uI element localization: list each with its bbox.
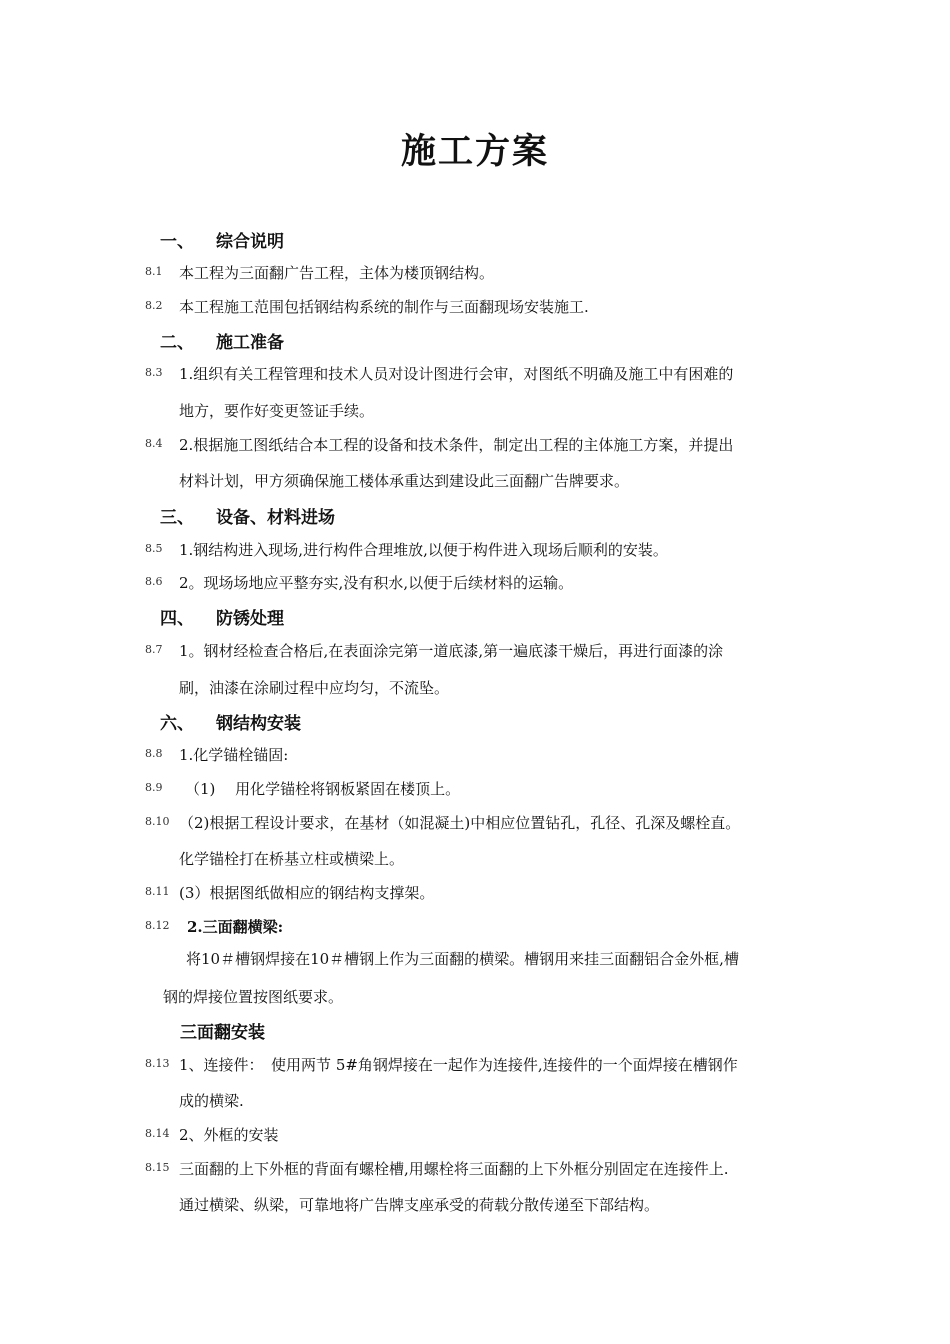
item-text: （1) 用化学锚栓将钢板紧固在楼顶上。 (185, 780, 461, 798)
item-code: 8.1 (145, 265, 163, 278)
item-code: 8.15 (145, 1161, 170, 1174)
item-code: 8.3 (145, 366, 163, 379)
section-title: 设备、材料进场 (216, 508, 335, 528)
item-continuation: 将10＃槽钢焊接在10＃槽钢上作为三面翻的横梁。槽钢用来挂三面翻铝合金外框,槽 (186, 950, 739, 968)
item-code: 8.8 (145, 747, 163, 760)
item-continuation: 化学锚栓打在桥基立柱或横梁上。 (179, 850, 405, 868)
item-text: 2.根据施工图纸结合本工程的设备和技术条件，制定出工程的主体施工方案，并提出 (179, 436, 734, 454)
section-number: 四、 (160, 609, 194, 629)
section-number: 二、 (160, 333, 194, 353)
item-code: 8.2 (145, 299, 163, 312)
item-text: 1.钢结构进入现场,进行构件合理堆放,以便于构件进入现场后顺利的安装。 (179, 541, 668, 559)
item-text: 2.三面翻横梁: (187, 918, 284, 936)
item-code: 8.10 (145, 815, 170, 828)
item-continuation: 材料计划，甲方须确保施工楼体承重达到建设此三面翻广告牌要求。 (179, 472, 630, 490)
section-title: 施工准备 (216, 333, 284, 353)
item-code: 8.9 (145, 781, 163, 794)
item-text: 1。钢材经检查合格后,在表面涂完第一道底漆,第一遍底漆干燥后，再进行面漆的涂 (179, 642, 724, 660)
item-text: 1.组织有关工程管理和技术人员对设计图进行会审，对图纸不明确及施工中有困难的 (179, 365, 734, 383)
item-text: 2。现场场地应平整夯实,没有积水,以便于后续材料的运输。 (179, 574, 574, 592)
item-text: 本工程施工范围包括钢结构系统的制作与三面翻现场安装施工. (179, 298, 589, 316)
item-code: 8.4 (145, 437, 163, 450)
section-heading-2 (160, 328, 284, 353)
item-continuation: 钢的焊接位置按图纸要求。 (163, 988, 344, 1006)
document-title: 施工方案 (400, 131, 549, 172)
section-title: 防锈处理 (216, 609, 284, 629)
section-number: 一、 (160, 232, 194, 252)
item-code: 8.5 (145, 542, 163, 555)
item-continuation: 地方，要作好变更签证手续。 (179, 402, 375, 420)
section-heading-3 (160, 503, 335, 528)
section-number: 三、 (160, 508, 194, 528)
item-text: 1、连接件： 使用两节 5#角钢焊接在一起作为连接件,连接件的一个面焊接在槽钢作 (179, 1056, 738, 1074)
item-text: 三面翻的上下外框的背面有螺栓槽,用螺栓将三面翻的上下外框分别固定在连接件上. (179, 1160, 729, 1178)
section-heading-1 (160, 227, 284, 252)
item-code: 8.6 (145, 575, 163, 588)
section-heading-4 (160, 604, 284, 629)
section-number: 六、 (160, 714, 194, 734)
item-continuation: 成的横梁. (179, 1092, 244, 1110)
item-continuation: 刷，油漆在涂刷过程中应均匀，不流坠。 (179, 679, 450, 697)
item-code: 8.14 (145, 1127, 170, 1140)
section-title: 综合说明 (216, 232, 284, 252)
item-text: (3）根据图纸做相应的钢结构支撑架。 (179, 884, 435, 902)
item-code: 8.12 (145, 919, 170, 932)
item-code: 8.7 (145, 643, 163, 656)
item-continuation: 通过横梁、纵梁，可靠地将广告牌支座承受的荷载分散传递至下部结构。 (179, 1196, 660, 1214)
item-text: （2)根据工程设计要求，在基材（如混凝土)中相应位置钻孔，孔径、孔深及螺栓直。 (179, 814, 741, 832)
section-heading-6 (160, 709, 301, 734)
item-text: 1.化学锚栓锚固: (179, 746, 289, 764)
item-code: 8.11 (145, 885, 170, 898)
item-code: 8.13 (145, 1057, 170, 1070)
item-text: 2、外框的安装 (179, 1126, 279, 1144)
section-title: 钢结构安装 (216, 714, 301, 734)
sub-heading: 三面翻安装 (180, 1023, 265, 1043)
item-text: 本工程为三面翻广告工程，主体为楼顶钢结构。 (179, 264, 495, 282)
